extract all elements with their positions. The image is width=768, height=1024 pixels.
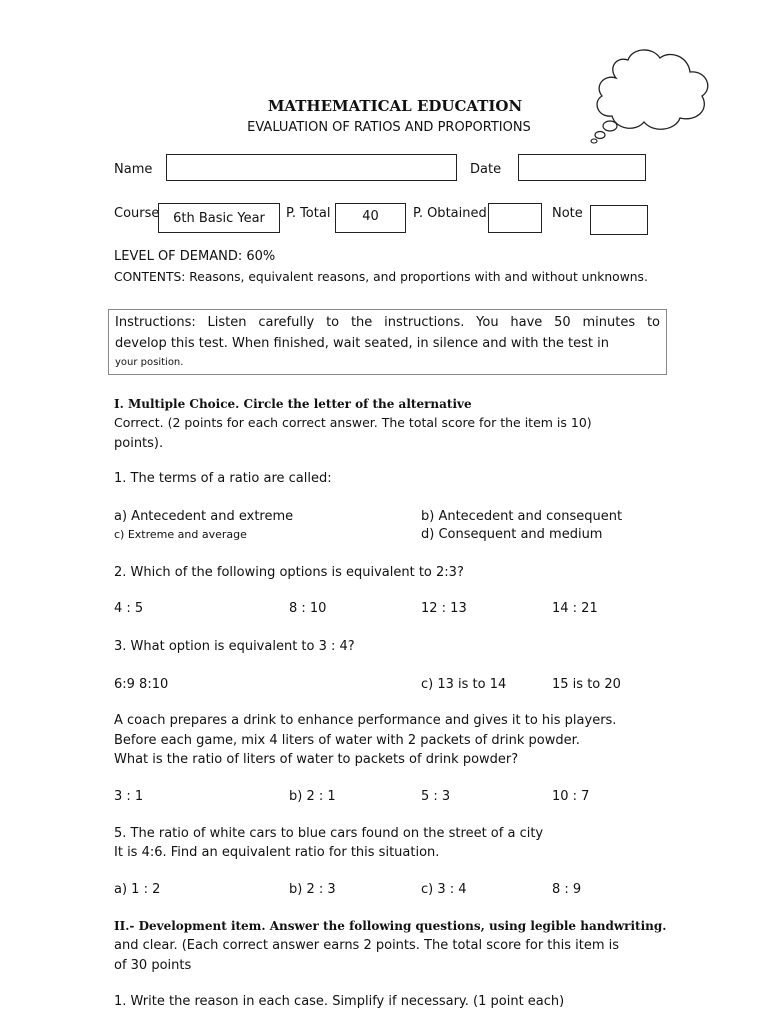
section2-line-2: and clear. (Each correct answer earns 2 points. The total score for this item is: [114, 938, 620, 953]
ptotal-label: P. Total: [286, 206, 331, 221]
pobtained-field[interactable]: [488, 203, 542, 233]
question-4-line-3: What is the ratio of liters of water to packets of drink powder?: [114, 752, 519, 767]
question-3-option[interactable]: 15 is to 20: [552, 677, 621, 692]
level-of-demand: LEVEL OF DEMAND: 60%: [114, 249, 276, 264]
section2-question-1: 1. Write the reason in each case. Simplify if necessary. (1 point each): [114, 994, 565, 1009]
date-label: Date: [470, 162, 502, 177]
question-4-option[interactable]: b) 2 : 1: [289, 789, 336, 804]
question-5-option[interactable]: b) 2 : 3: [289, 882, 336, 897]
page-subtitle: EVALUATION OF RATIOS AND PROPORTIONS: [247, 120, 531, 135]
question-3-option[interactable]: 6:9 8:10: [114, 677, 169, 692]
question-2-option[interactable]: 8 : 10: [289, 601, 327, 616]
name-field[interactable]: [166, 154, 457, 181]
instructions-line-2: develop this test. When finished, wait seated, in silence and with the test in: [115, 336, 610, 351]
course-value: 6th Basic Year: [173, 211, 265, 226]
pobtained-label: P. Obtained: [413, 206, 487, 221]
name-label: Name: [114, 162, 153, 177]
note-field[interactable]: [590, 205, 648, 235]
question-1-option-b[interactable]: b) Antecedent and consequent: [421, 509, 623, 524]
instructions-box: [108, 309, 667, 375]
note-label: Note: [552, 206, 583, 221]
question-2-option[interactable]: 14 : 21: [552, 601, 598, 616]
course-label: Course: [114, 206, 160, 221]
question-5-option[interactable]: 8 : 9: [552, 882, 582, 897]
section1-line-3: points).: [114, 436, 164, 451]
question-4-option[interactable]: 3 : 1: [114, 789, 144, 804]
question-5-line-1: 5. The ratio of white cars to blue cars found on the street of a city: [114, 826, 544, 841]
question-3-option[interactable]: c) 13 is to 14: [421, 677, 507, 692]
question-2-option[interactable]: 4 : 5: [114, 601, 144, 616]
section2-line-3: of 30 points: [114, 958, 192, 973]
section1-line-2: Correct. (2 points for each correct answer. The total score for the item is 10): [114, 415, 592, 430]
question-2-text: 2. Which of the following options is equivalent to 2:3?: [114, 565, 464, 580]
question-1-option-c[interactable]: c) Extreme and average: [114, 528, 247, 541]
question-4-option[interactable]: 10 : 7: [552, 789, 590, 804]
contents-line: CONTENTS: Reasons, equivalent reasons, and proportions with and without unknowns.: [114, 270, 648, 284]
question-4-option[interactable]: 5 : 3: [421, 789, 451, 804]
section2-heading: II.- Development item. Answer the following questions, using legible handwriting.: [114, 919, 667, 933]
instructions-line-1: Instructions: Listen carefully to the instructions. You have 50 minutes to: [115, 315, 660, 330]
question-1-option-a[interactable]: a) Antecedent and extreme: [114, 509, 294, 524]
date-field[interactable]: [518, 154, 646, 181]
instructions-line-3: your position.: [115, 357, 184, 368]
ptotal-value: 40: [362, 209, 379, 224]
question-1-option-d[interactable]: d) Consequent and medium: [421, 527, 603, 542]
question-3-text: 3. What option is equivalent to 3 : 4?: [114, 639, 355, 654]
page-title: MATHEMATICAL EDUCATION: [267, 97, 523, 115]
question-5-option[interactable]: c) 3 : 4: [421, 882, 467, 897]
question-1-text: 1. The terms of a ratio are called:: [114, 471, 332, 486]
question-4-line-1: A coach prepares a drink to enhance performance and gives it to his players.: [114, 713, 617, 728]
section1-heading: I. Multiple Choice. Circle the letter of the alternative: [114, 397, 472, 411]
question-2-option[interactable]: 12 : 13: [421, 601, 467, 616]
question-5-option[interactable]: a) 1 : 2: [114, 882, 161, 897]
question-5-line-2: It is 4:6. Find an equivalent ratio for this situation.: [114, 845, 440, 860]
question-4-line-2: Before each game, mix 4 liters of water with 2 packets of drink powder.: [114, 733, 580, 748]
